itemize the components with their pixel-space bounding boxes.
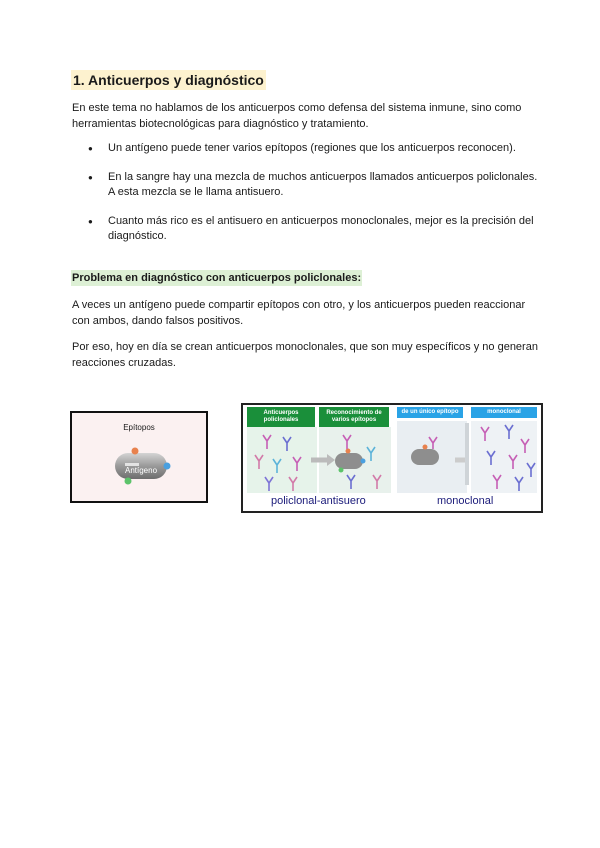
- problem-paragraph: A veces un antígeno puede compartir epítopos con otro, y los anticuerpos pueden reaccionar con ambos, dando falsos positivos.: [72, 299, 526, 327]
- section-title: 1. Anticuerpos y diagnóstico: [73, 72, 264, 88]
- bullet-item: ● Un antígeno puede tener varios epítopos (regiones que los anticuerpos reconocen).: [72, 141, 542, 157]
- caption-polyclonal: policlonal-antisuero: [271, 495, 366, 507]
- solution-paragraph: Por eso, hoy en día se crean anticuerpos monoclonales, que son muy específicos y no generan reacciones cruzadas.: [72, 341, 538, 369]
- antigen-shape: [411, 449, 439, 465]
- bullet-item: ● En la sangre hay una mezcla de muchos anticuerpos llamados anticuerpos policlonales. A esta mezcla se le llama antisuero.: [72, 170, 542, 201]
- divider-pillar: [465, 423, 469, 485]
- antigen-illustration: [108, 441, 178, 491]
- epitope-blue: [164, 463, 171, 470]
- caption-monoclonal: monoclonal: [437, 495, 494, 507]
- bullet-item: ● Cuanto más rico es el antisuero en anticuerpos monoclonales, mejor es la precisión del diagnóstico.: [72, 214, 542, 245]
- epitope-green: [125, 478, 132, 485]
- header-polyclonal: Anticuerpos policlonales: [263, 410, 299, 423]
- header-single-epitope: de un único epítopo: [401, 409, 459, 415]
- antigen-label: Antígeno: [124, 466, 158, 475]
- antigen-figure: [70, 411, 208, 503]
- panel-monoclonal: [471, 421, 537, 493]
- panel-gap: [391, 423, 394, 493]
- epitope-orange: [132, 448, 139, 455]
- intro-paragraph: En este tema no hablamos de los anticuerpos como defensa del sistema inmune, sino como herramientas biotecnológicas para diagnóstico y tratamiento.: [72, 102, 522, 130]
- polyclonal-monoclonal-figure: [241, 403, 543, 513]
- header-recognition: Reconocimiento de varios epítopos: [326, 410, 382, 423]
- epitopes-label: Epítopos: [123, 423, 155, 432]
- header-monoclonal: monoclonal: [487, 409, 521, 415]
- bullet-list: [72, 141, 542, 258]
- problem-heading: Problema en diagnóstico con anticuerpos policlonales:: [72, 272, 362, 284]
- antigen-shape: [335, 453, 363, 469]
